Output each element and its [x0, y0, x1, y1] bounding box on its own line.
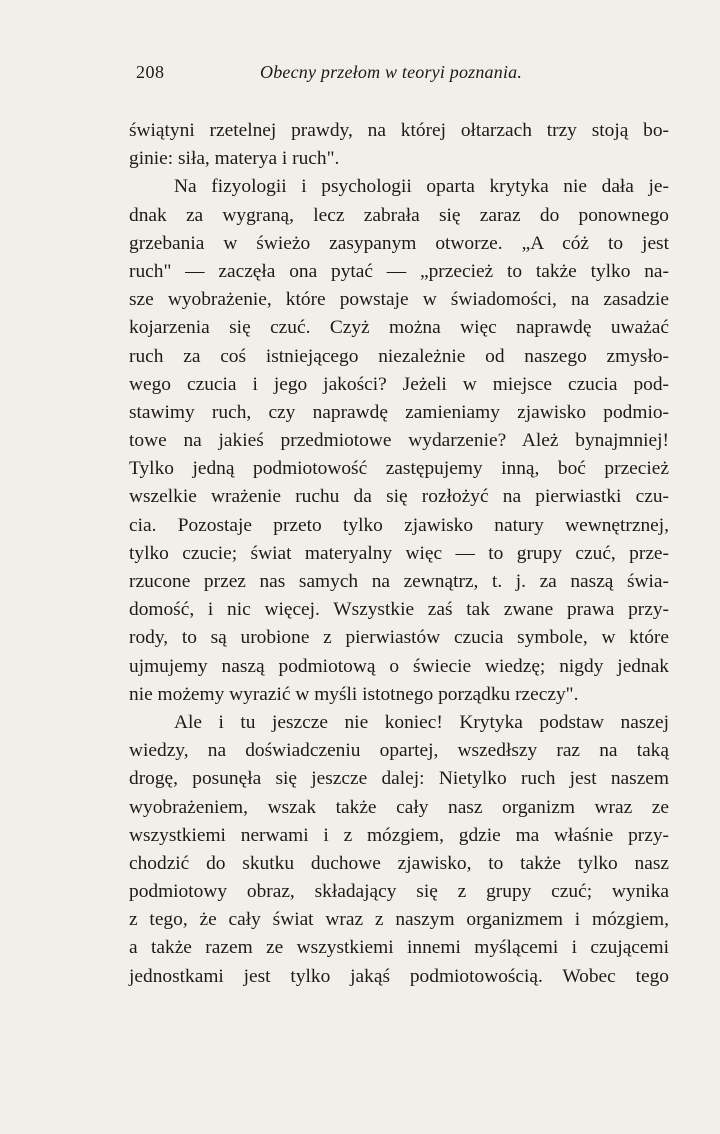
text-line: wszelkie wrażenie ruchu da się rozłożyć na pierwiastki czu- [129, 486, 669, 508]
paragraph [129, 709, 669, 991]
text-line: Ale i tu jeszcze nie koniec! Krytyka podstaw naszej [174, 711, 669, 733]
text-line: Na fizyologii i psychologii oparta krytyka nie dała je- [174, 176, 669, 198]
text-line: wego czucia i jego jakości? Jeżeli w miejsce czucia pod- [129, 373, 669, 395]
text-line: z tego, że cały świat wraz z naszym organizmem i mózgiem, [129, 909, 669, 931]
text-line: ginie: siła, materya i ruch". [129, 148, 340, 170]
text-line: wszystkiemi nerwami i z mózgiem, gdzie ma właśnie przy- [129, 824, 669, 846]
text-line: drogę, posunęła się jeszcze dalej: Nietylko ruch jest naszem [129, 768, 669, 790]
text-line: podmiotowy obraz, składający się z grupy czuć; wynika [129, 881, 669, 903]
page-number: 208 [136, 62, 165, 82]
text-line: Tylko jedną podmiotowość zastępujemy inną, boć przecież [129, 458, 669, 480]
text-line: grzebania w świeżo zasypanym otworze. „A cóż to jest [129, 232, 669, 254]
text-line: nie możemy wyrazić w myśli istotnego porządku rzeczy". [129, 683, 579, 705]
text-line: świątyni rzetelnej prawdy, na której ołtarzach trzy stoją bo- [129, 120, 669, 141]
paragraph [129, 117, 669, 173]
text-line: stawimy ruch, czy naprawdę zamieniamy zjawisko podmio- [129, 401, 669, 423]
text-line: ujmujemy naszą podmiotową o świecie wiedzę; nigdy jednak [129, 655, 669, 677]
paragraph [129, 173, 669, 709]
text-line: wyobrażeniem, wszak także cały nasz organizm wraz ze [129, 796, 669, 818]
running-title: Obecny przełom w teoryi poznania. [260, 62, 523, 82]
text-line: sze wyobrażenie, które powstaje w świadomości, na zasadzie [129, 289, 669, 311]
page-header [130, 62, 590, 90]
text-line: cia. Pozostaje przeto tylko zjawisko natury wewnętrznej, [129, 514, 669, 536]
text-line: wiedzy, na doświadczeniu opartej, wszedłszy raz na taką [129, 740, 669, 762]
text-line: domość, i nic więcej. Wszystkie zaś tak zwane prawa przy- [129, 599, 669, 621]
text-line: rzucone przez nas samych na zewnątrz, t. j. za naszą świa- [129, 571, 669, 592]
text-line: chodzić do skutku duchowe zjawisko, to także tylko nasz [129, 852, 669, 874]
text-line: towe na jakieś przedmiotowe wydarzenie? Ależ bynajmniej! [129, 430, 669, 452]
text-line: rody, to są urobione z pierwiastów czucia symbole, w które [129, 627, 669, 649]
text-line: ruch za coś istniejącego niezależnie od naszego zmysło- [129, 345, 669, 367]
text-line: dnak za wygraną, lecz zabrała się zaraz do ponownego [129, 204, 669, 226]
text-line: jednostkami jest tylko jakąś podmiotowością. Wobec tego [129, 965, 669, 987]
body-text [129, 117, 669, 991]
text-line: kojarzenia się czuć. Czyż można więc naprawdę uważać [129, 317, 669, 339]
text-line: a także razem ze wszystkiemi innemi myślącemi i czującemi [129, 937, 669, 959]
text-line: ruch" — zaczęła ona pytać — „przecież to także tylko na- [129, 260, 669, 282]
text-line: tylko czucie; świat materyalny więc — to grupy czuć, prze- [129, 542, 669, 564]
